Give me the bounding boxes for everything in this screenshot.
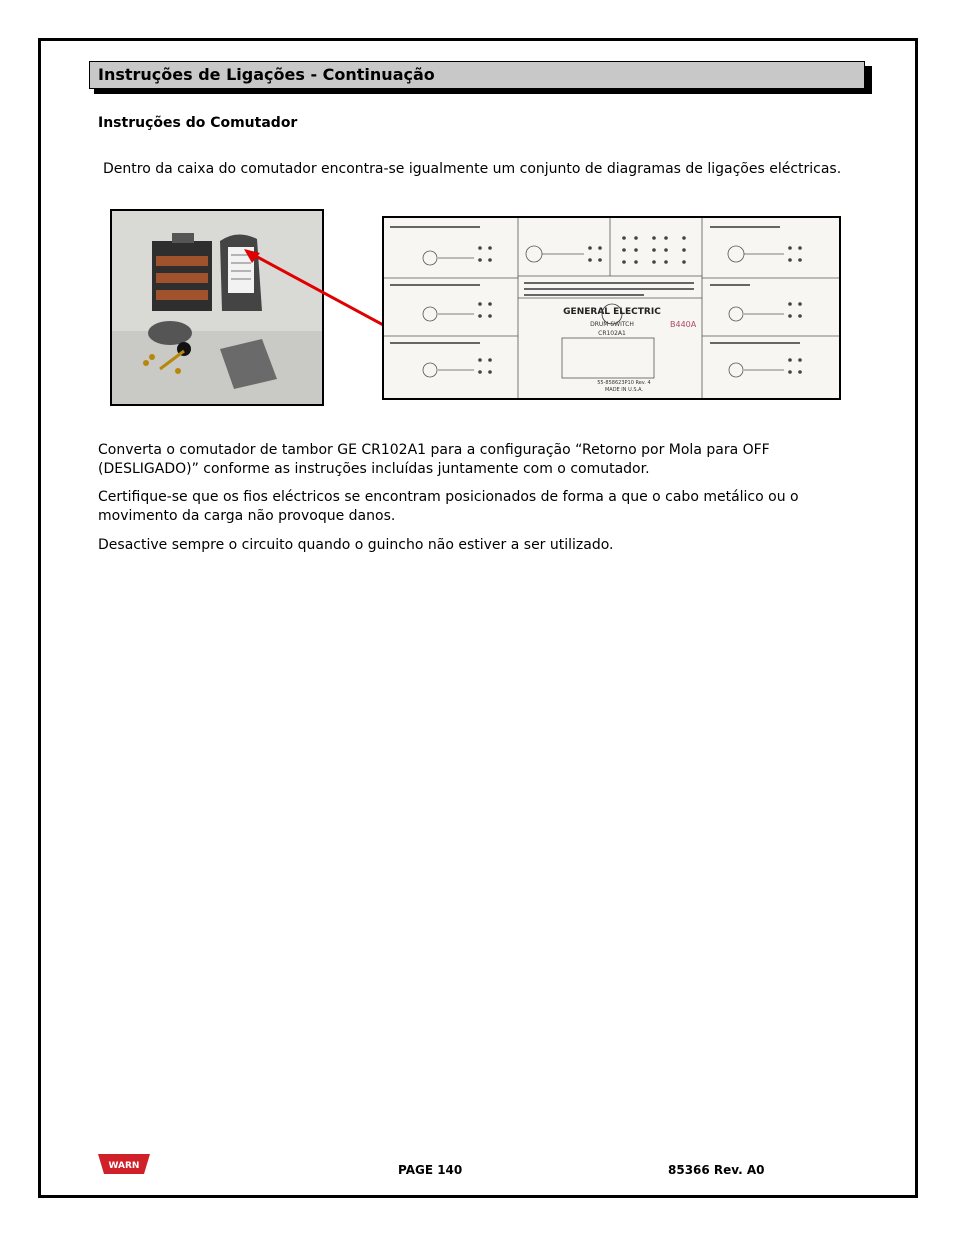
label-part: 55-858623P10 Rev. 4: [597, 380, 651, 386]
intro-text: Dentro da caixa do comutador encontra-se igualmente um conjunto de diagramas de ligações eléctricas.: [103, 161, 842, 177]
wiring-diagram-label: [382, 216, 841, 400]
paragraph-disable: Desactive sempre o circuito quando o guincho não estiver a ser utilizado.: [98, 537, 614, 553]
warn-logo: [98, 1152, 150, 1176]
label-stamp: B440A: [670, 320, 697, 329]
label-type: DRUM SWITCH: [590, 321, 634, 328]
pointer-arrow: [240, 245, 390, 330]
section-subheading: Instruções do Comutador: [98, 115, 298, 131]
wiring-diagram-drawing: [384, 218, 839, 398]
page-title: Instruções de Ligações - Continuação: [89, 61, 865, 89]
label-model: CR102A1: [598, 330, 626, 337]
document-number: 85366 Rev. A0: [668, 1163, 765, 1177]
paragraph-wiring: Certifique-se que os fios eléctricos se encontram posicionados de forma a que o cabo metálico ou o movimento da carga não provoque danos.: [98, 489, 799, 524]
page-number: PAGE 140: [398, 1163, 463, 1177]
warn-logo-text: WARN: [108, 1161, 140, 1171]
paragraph-convert: Converta o comutador de tambor GE CR102A1 para a configuração “Retorno por Mola para OFF (DESLIGADO)” conforme as instruções incluídas juntamente com o comutador.: [98, 442, 770, 477]
label-brand: GENERAL ELECTRIC: [563, 307, 661, 317]
label-made-in: MADE IN U.S.A.: [604, 387, 644, 393]
